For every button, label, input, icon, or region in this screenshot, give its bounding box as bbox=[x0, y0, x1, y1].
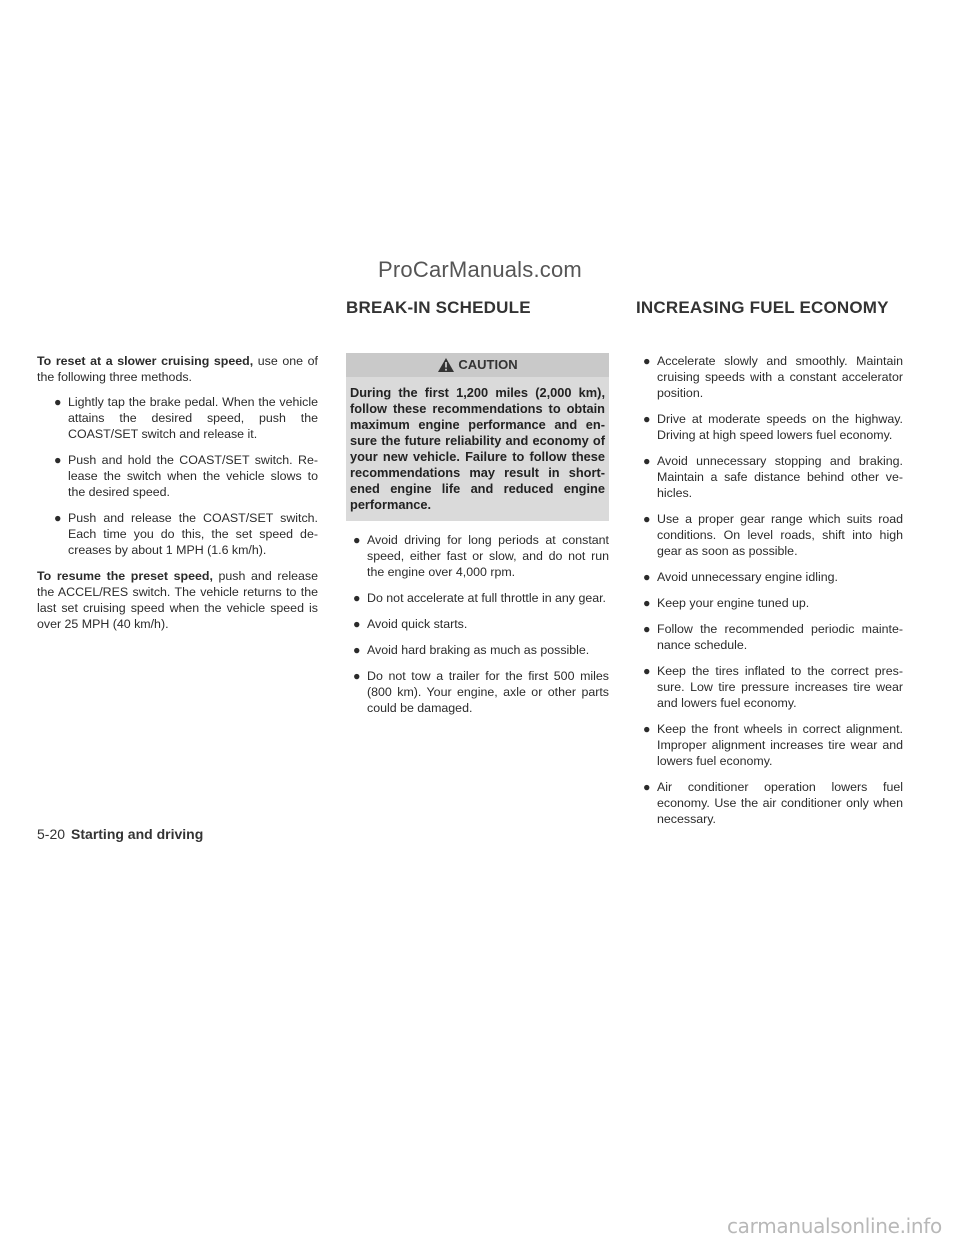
bullet-icon: ● bbox=[643, 722, 651, 736]
warning-icon bbox=[437, 357, 455, 373]
heading-increasing-fuel-economy: INCREASING FUEL ECONOMY bbox=[636, 298, 889, 317]
bullet-icon: ● bbox=[643, 454, 651, 468]
list-item-text: Avoid quick starts. bbox=[367, 617, 468, 631]
list-item bbox=[346, 532, 609, 580]
paragraph-resume-preset bbox=[37, 568, 318, 632]
list-item-text: Follow the recommended periodic maintenance schedule. bbox=[657, 622, 903, 652]
caution-title: CAUTION bbox=[458, 357, 518, 372]
page-footer bbox=[37, 826, 203, 842]
list-item bbox=[346, 590, 609, 606]
list-item bbox=[37, 394, 318, 442]
bullet-icon: ● bbox=[353, 617, 361, 631]
bullet-icon: ● bbox=[643, 354, 651, 368]
list-item bbox=[37, 452, 318, 500]
list-item-text: Use a proper gear range which suits road conditions. On level roads, shift into high gear as soon as possible. bbox=[657, 512, 903, 558]
list-item bbox=[636, 779, 903, 827]
bullet-icon: ● bbox=[643, 596, 651, 610]
column-break-in-schedule bbox=[346, 353, 609, 726]
watermark-bottom: carmanualsonline.info bbox=[726, 1214, 942, 1238]
bullet-icon: ● bbox=[54, 453, 62, 467]
caution-box bbox=[346, 353, 609, 521]
list-item-text: Avoid hard braking as much as possible. bbox=[367, 643, 590, 657]
list-item bbox=[636, 569, 903, 585]
bullet-icon: ● bbox=[643, 412, 651, 426]
list-item bbox=[37, 510, 318, 558]
bullet-icon: ● bbox=[54, 395, 62, 409]
lead-reset-slower: To reset at a slower cruising speed, bbox=[37, 354, 254, 368]
list-item-text: Keep the tires inflated to the correct pressure. Low tire pressure increases tire wear and lowers fuel economy. bbox=[657, 664, 903, 710]
text-resume-preset: push and release the ACCEL/RES switch. The vehicle returns to the last set cruising speed when the vehicle speed is over 25 MPH (40 km/h). bbox=[37, 569, 318, 631]
caution-header bbox=[346, 353, 609, 377]
list-item bbox=[636, 595, 903, 611]
bullet-icon: ● bbox=[353, 591, 361, 605]
heading-break-in-schedule: BREAK-IN SCHEDULE bbox=[346, 298, 531, 317]
bullet-icon: ● bbox=[54, 511, 62, 525]
list-item bbox=[636, 353, 903, 401]
list-item-text: Accelerate slowly and smoothly. Maintain cruising speeds with a constant accelerator position. bbox=[657, 354, 903, 400]
list-item-text: Lightly tap the brake pedal. When the vehicle attains the desired speed, push the COAST/SET switch and release it. bbox=[68, 395, 318, 441]
bullet-icon: ● bbox=[353, 643, 361, 657]
lead-resume-preset: To resume the preset speed, bbox=[37, 569, 213, 583]
list-item bbox=[636, 663, 903, 711]
list-item-text: Keep your engine tuned up. bbox=[657, 596, 810, 610]
bullet-icon: ● bbox=[643, 512, 651, 526]
watermark-top: ProCarManuals.com bbox=[378, 257, 582, 282]
caution-body: During the first 1,200 miles (2,000 km), follow these recommendations to obtain maximum engine performance and ensure the future reliability and economy of your new vehicle. Failure to follow these recommendations may result in shortened engine life and reduced engine performance. bbox=[350, 385, 605, 512]
bullet-icon: ● bbox=[353, 533, 361, 547]
list-item-text: Keep the front wheels in correct alignment. Improper alignment increases tire wear and lowers fuel economy. bbox=[657, 722, 903, 768]
bullet-icon: ● bbox=[643, 570, 651, 584]
footer-section-title: Starting and driving bbox=[71, 826, 204, 842]
list-item-text: Drive at moderate speeds on the highway. Driving at high speed lowers fuel economy. bbox=[657, 412, 903, 442]
list-item bbox=[346, 668, 609, 716]
list-item-text: Push and hold the COAST/SET switch. Release the switch when the vehicle slows to the desired speed. bbox=[68, 453, 318, 499]
list-item-text: Avoid driving for long periods at constant speed, either fast or slow, and do not run the engine over 4,000 rpm. bbox=[367, 533, 609, 579]
list-item-text: Push and release the COAST/SET switch. Each time you do this, the set speed decreases by about 1 MPH (1.6 km/h). bbox=[68, 511, 318, 557]
bullet-icon: ● bbox=[643, 622, 651, 636]
bullet-icon: ● bbox=[353, 669, 361, 683]
bullet-icon: ● bbox=[643, 664, 651, 678]
column-cruise-control bbox=[37, 353, 318, 641]
list-item bbox=[636, 511, 903, 559]
list-item-text: Air conditioner operation lowers fuel economy. Use the air conditioner only when necessary. bbox=[657, 780, 903, 826]
list-item bbox=[636, 453, 903, 501]
list-item bbox=[346, 616, 609, 632]
list-item-text: Do not tow a trailer for the first 500 miles (800 km). Your engine, axle or other parts could be damaged. bbox=[367, 669, 609, 715]
bullet-icon: ● bbox=[643, 780, 651, 794]
list-item-text: Avoid unnecessary stopping and braking. Maintain a safe distance behind other vehicles. bbox=[657, 454, 903, 500]
list-item bbox=[346, 642, 609, 658]
list-item bbox=[636, 411, 903, 443]
list-item-text: Avoid unnecessary engine idling. bbox=[657, 570, 838, 584]
list-item bbox=[636, 621, 903, 653]
list-item-text: Do not accelerate at full throttle in any gear. bbox=[367, 591, 607, 605]
list-item bbox=[636, 721, 903, 769]
page-number: 5-20 bbox=[37, 826, 66, 842]
column-fuel-economy bbox=[636, 353, 903, 837]
text-reset-slower: use one of the following three methods. bbox=[37, 354, 318, 384]
paragraph-reset-slower bbox=[37, 353, 318, 385]
